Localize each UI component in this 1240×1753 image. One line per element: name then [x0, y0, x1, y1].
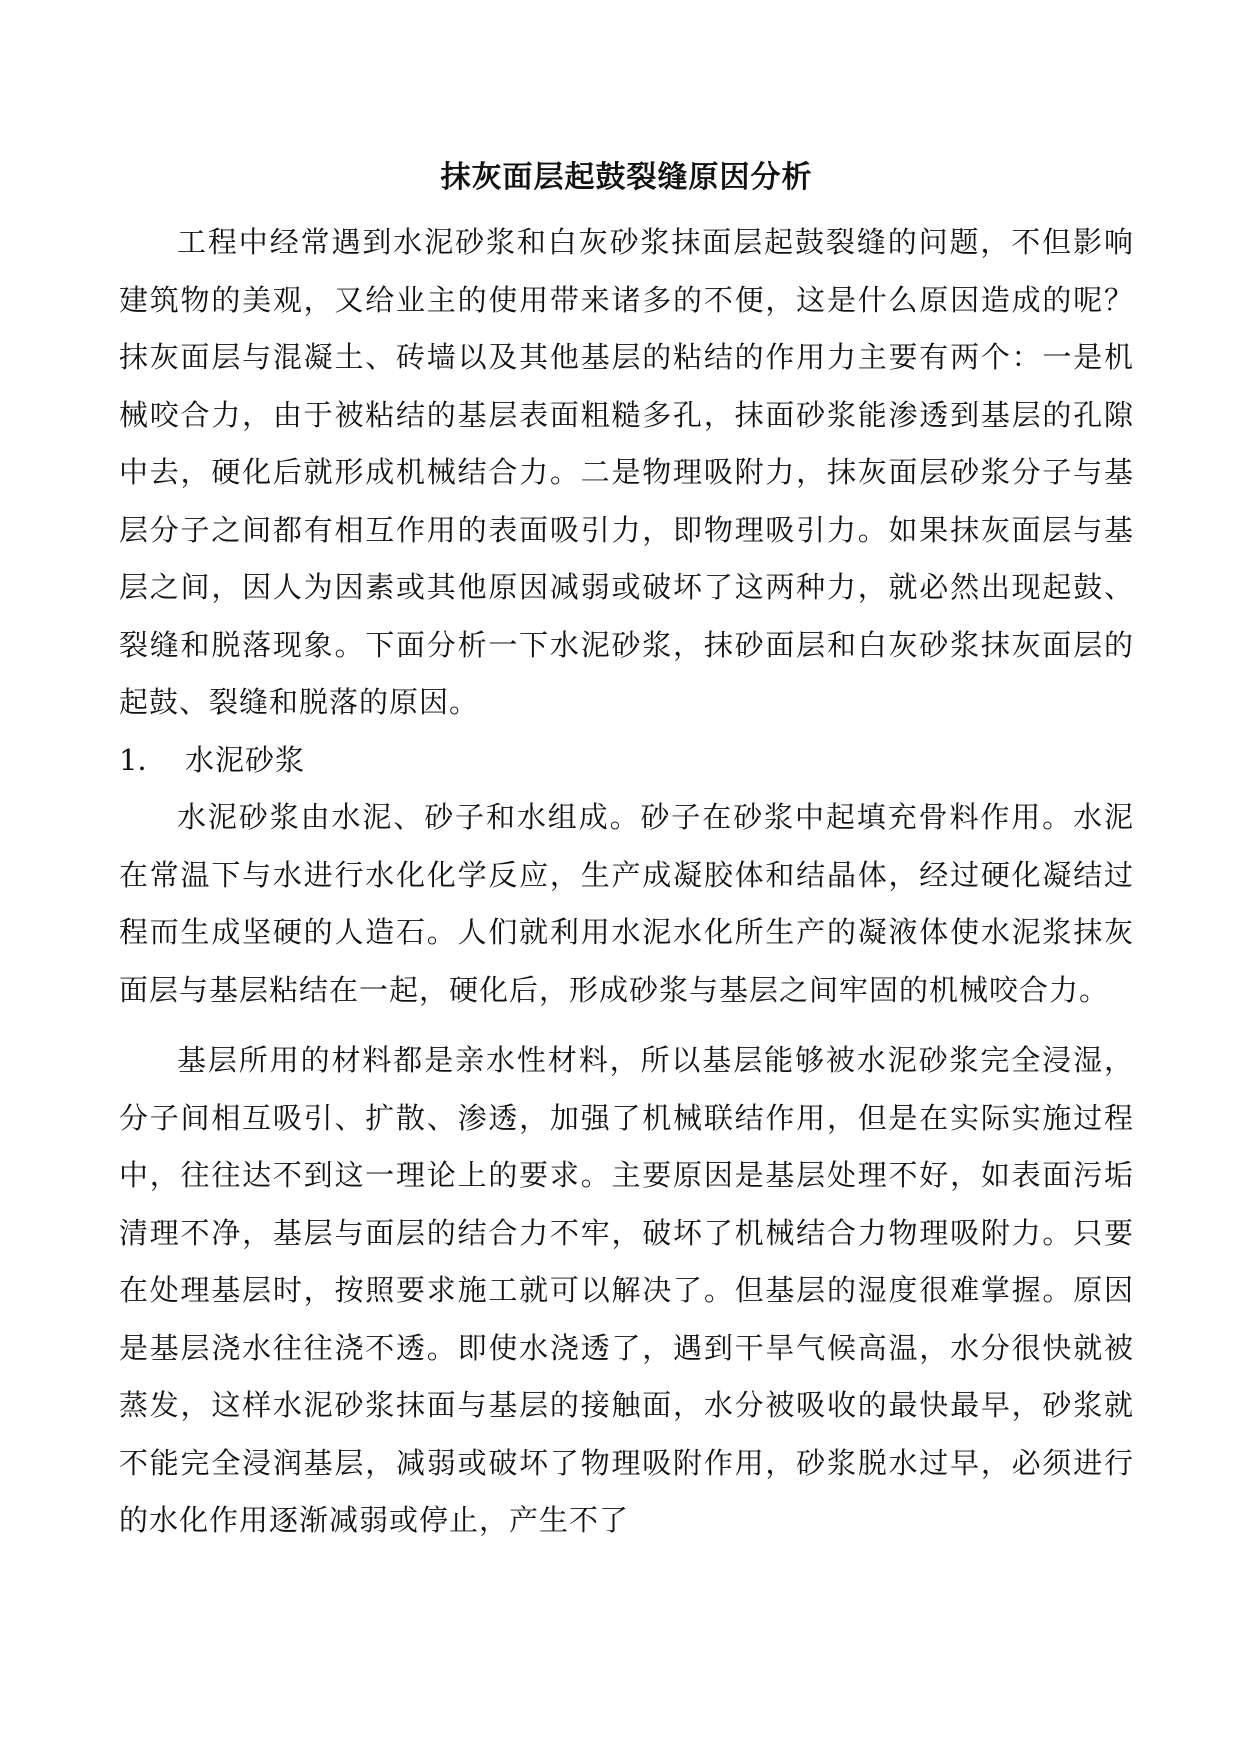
document-title: 抹灰面层起鼓裂缝原因分析 [440, 160, 813, 195]
section-heading [119, 732, 1134, 790]
paragraph-cement-mortar: 水泥砂浆由水泥、砂子和水组成。砂子在砂浆中起填充骨料作用。水泥在常温下与水进行水化化学反应，生产成凝胶体和结晶体，经过硬化凝结过程而生成坚硬的人造石。人们就利用水泥水化所生产的凝液体使水泥浆抹灰面层与基层粘结在一起，硬化后，形成砂浆与基层之间牢固的机械咬合力。 [119, 800, 1134, 1007]
section-number: 1． [119, 742, 167, 777]
paragraph-base-layer: 基层所用的材料都是亲水性材料，所以基层能够被水泥砂浆完全浸湿，分子间相互吸引、扩散、渗透，加强了机械联结作用，但是在实际实施过程中，往往达不到这一理论上的要求。主要原因是基层处理不好，如表面污垢清理不净，基层与面层的结合力不牢，破坏了机械结合力物理吸附力。只要在处理基层时，按照要求施工就可以解决了。但基层的湿度很难掌握。原因是基层浇水往往浇不透。即使水浇透了，遇到干旱气候高温，水分很快就被蒸发，这样水泥砂浆抹面与基层的接触面，水分被吸收的最快最早，砂浆就不能完全浸润基层，减弱或破坏了物理吸附作用，砂浆脱水过早，必须进行的水化作用逐渐减弱或停止，产生不了 [119, 1043, 1134, 1537]
section-title: 水泥砂浆 [185, 742, 306, 777]
paragraph-intro: 工程中经常遇到水泥砂浆和白灰砂浆抹面层起鼓裂缝的问题，不但影响建筑物的美观，又给业主的使用带来诸多的不便，这是什么原因造成的呢？抹灰面层与混凝土、砖墙以及其他基层的粘结的作用力主要有两个：一是机械咬合力，由于被粘结的基层表面粗糙多孔，抹面砂浆能渗透到基层的孔隙中去，硬化后就形成机械结合力。二是物理吸附力，抹灰面层砂浆分子与基层分子之间都有相互作用的表面吸引力，即物理吸引力。如果抹灰面层与基层之间，因人为因素或其他原因减弱或破坏了这两种力，就必然出现起鼓、裂缝和脱落现象。下面分析一下水泥砂浆，抹砂面层和白灰砂浆抹灰面层的起鼓、裂缝和脱落的原因。 [119, 225, 1134, 719]
